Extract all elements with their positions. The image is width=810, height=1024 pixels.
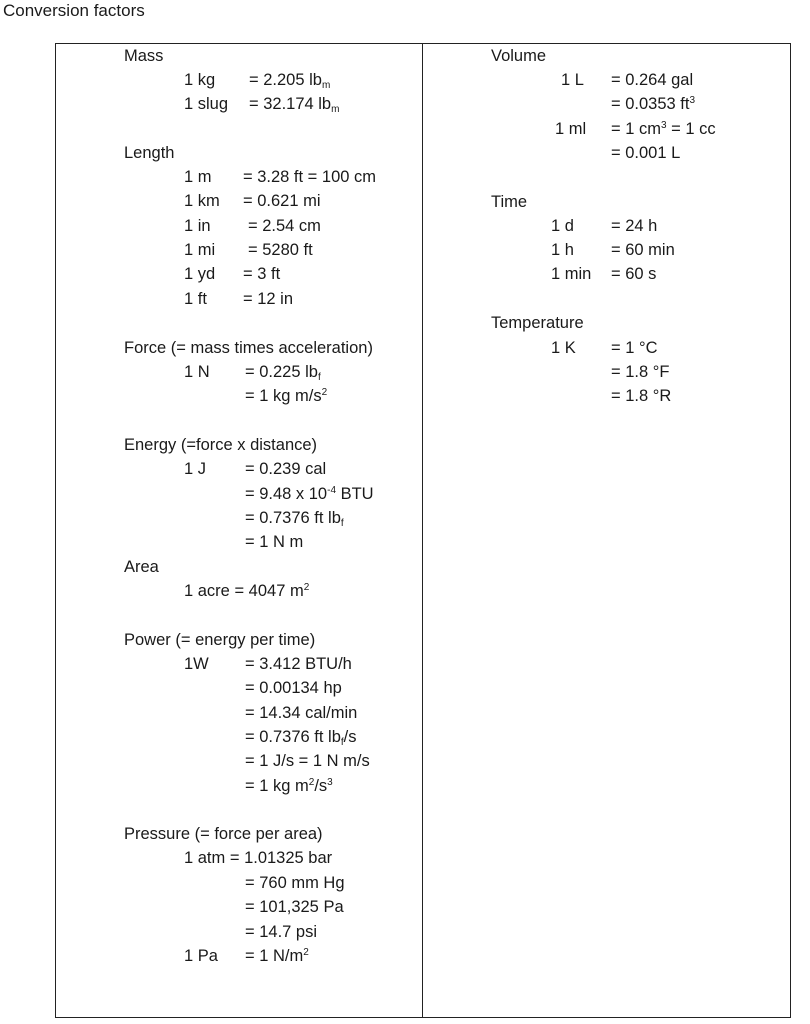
length-row-label: 1 mi [184,241,216,259]
power-value: = 1 kg $m^2/s^3$ [245,777,333,795]
area-heading: Area [124,558,159,576]
length-row-value: = 2.54 cm [248,217,321,235]
time-row-label: 1 min [551,265,592,283]
length-row-label: 1 yd [184,265,216,283]
pressure-heading: Pressure (= force per area) [124,825,323,843]
length-heading: Length [124,144,175,162]
force-value: = 0.225 $lb_f$ [245,363,321,383]
force-label: 1 N [184,363,210,381]
time-row-value: = 24 h [611,217,658,235]
mass-slug-label: 1 slug [184,95,229,113]
energy-value: = 1 N m [245,533,304,551]
page-title: Conversion factors [3,1,145,20]
energy-value: = 0.7376 ft $lb_f$ [245,509,344,529]
time-row-label: 1 h [551,241,574,259]
energy-heading: Energy (=force x distance) [124,436,318,454]
temperature-value: = 1.8 °R [611,387,672,405]
power-value: = 14.34 cal/min [245,704,358,722]
pressure-value: = 760 mm Hg [245,874,345,892]
power-label: 1W [184,655,209,673]
energy-label: 1 J [184,460,207,478]
volume-value: = 0.0353 $ft^3$ [611,95,696,113]
pressure-pa-value: = 1 $N/m^2$ [245,947,309,965]
time-row-value: = 60 min [611,241,675,259]
volume-heading: Volume [491,47,547,65]
pressure-value: = 14.7 psi [245,923,318,941]
length-row-value: = 12 in [243,290,293,308]
power-heading: Power (= energy per time) [124,631,316,649]
conversion-table [55,43,791,1018]
force-heading: Force (= mass times acceleration) [124,339,373,357]
volume-ml-label: 1 ml [555,120,587,138]
mass-kg-label: 1 kg [184,71,216,89]
time-row-value: = 60 s [611,265,657,283]
power-value: = 1 J/s = 1 N m/s [245,752,370,770]
pressure-value: = 101,325 Pa [245,898,344,916]
pressure-pa-label: 1 Pa [184,947,218,965]
length-row-label: 1 m [184,168,212,186]
volume-value: = 0.001 L [611,144,681,162]
volume-value: = 1 $cm^3 = 1$ cc [611,120,716,138]
energy-value: = 0.239 cal [245,460,327,478]
length-row-value: = 0.621 mi [243,192,321,210]
power-value: = 0.7376 ft $lb_f/s$ [245,728,357,748]
volume-l-label: 1 L [561,71,584,89]
temperature-heading: Temperature [491,314,584,332]
temperature-value: = 1 °C [611,339,658,357]
pressure-atm-line: 1 atm = 1.01325 bar [184,849,333,867]
power-value: = 0.00134 hp [245,679,342,697]
time-row-label: 1 d [551,217,574,235]
column-divider [422,43,423,1018]
temperature-value: = 1.8 °F [611,363,670,381]
power-value: = 3.412 BTU/h [245,655,352,673]
length-row-label: 1 km [184,192,220,210]
length-row-label: 1 ft [184,290,207,308]
time-heading: Time [491,193,528,211]
length-row-label: 1 in [184,217,211,235]
length-row-value: = 3.28 ft = 100 cm [243,168,376,186]
energy-value: = 9.48 x $10^{-4}$ BTU [245,485,374,503]
temperature-label: 1 K [551,339,576,357]
length-row-value: = 5280 ft [248,241,313,259]
mass-heading: Mass [124,47,164,65]
mass-kg-value: = 2.205 $lb_m$ [249,71,331,91]
volume-value: = 0.264 gal [611,71,694,89]
length-row-value: = 3 ft [243,265,281,283]
area-value: 1 acre = 4047 $m^2$ [184,582,310,600]
force-value: = 1 kg $m/s^2$ [245,387,328,405]
mass-slug-value: = 32.174 $lb_m$ [249,95,340,115]
